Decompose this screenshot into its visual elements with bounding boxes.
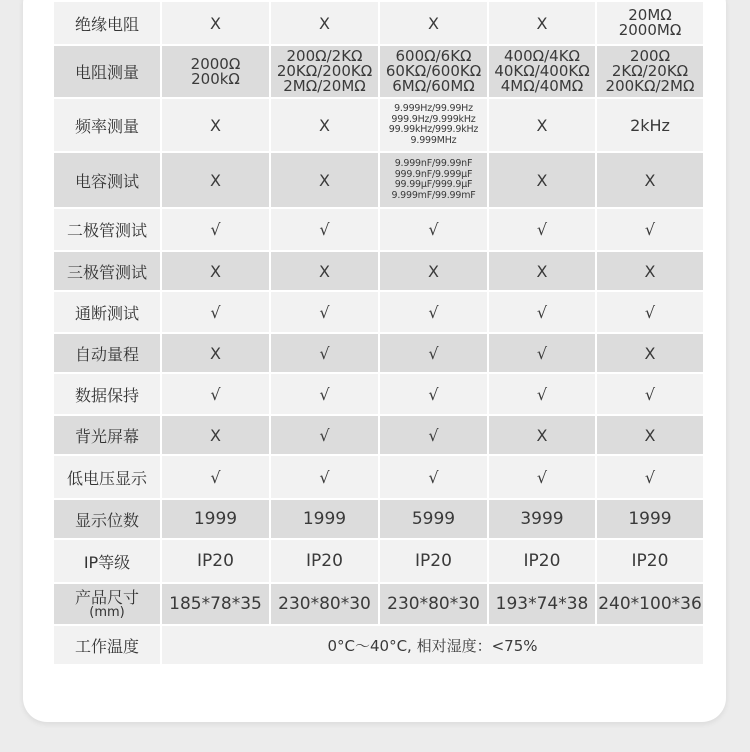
cell-text: √ — [210, 467, 221, 487]
table-cell — [161, 539, 270, 583]
cell-text: 230*80*30 — [387, 594, 480, 614]
table-row — [53, 208, 704, 251]
table-cell — [596, 291, 704, 333]
cell-text: √ — [319, 467, 330, 487]
table-cell — [596, 152, 704, 208]
table-cell — [488, 415, 596, 455]
table-row — [53, 333, 704, 373]
cell-text: √ — [644, 384, 656, 404]
table-row — [53, 1, 704, 45]
cell-text: 185*78*35 — [169, 594, 262, 614]
row-label-text: 电容测试 — [74, 171, 139, 191]
table-cell — [161, 208, 270, 251]
table-cell — [161, 583, 270, 625]
cell-text: √ — [536, 343, 548, 363]
table-cell — [379, 415, 488, 455]
row-label-text: 显示位数 — [74, 510, 139, 530]
footer-label: 工作温度 — [53, 625, 161, 665]
table-cell — [161, 251, 270, 291]
table-cell — [161, 415, 270, 455]
row-label-text: 低电压显示 — [66, 468, 147, 488]
cell-text: X — [644, 170, 656, 190]
table-cell — [488, 291, 596, 333]
cell-text: X — [319, 115, 330, 135]
row-label-text: 三极管测试 — [66, 262, 147, 282]
row-label — [53, 373, 161, 415]
table-cell — [270, 455, 379, 499]
footer-row — [53, 625, 704, 665]
cell-text: √ — [536, 384, 548, 404]
table-cell — [379, 251, 488, 291]
table-cell — [488, 455, 596, 499]
cell-text: IP20 — [631, 551, 669, 571]
cell-text: 1999 — [193, 509, 238, 529]
cell-text: 2000Ω — [190, 54, 241, 73]
cell-text: 99.99μF/999.9μF — [394, 179, 473, 190]
table-cell — [379, 539, 488, 583]
table-cell — [379, 208, 488, 251]
table-cell — [379, 583, 488, 625]
row-label — [53, 98, 161, 152]
cell-text: X — [536, 425, 548, 445]
row-label-text: 自动量程 — [74, 344, 139, 364]
table-cell — [596, 333, 704, 373]
table-cell — [379, 1, 488, 45]
cell-text: 9.999nF/99.99nF — [394, 158, 473, 169]
cell-text: √ — [319, 343, 330, 363]
cell-text: 99.99kHz/999.9kHz — [388, 124, 479, 135]
cell-text: 2000MΩ — [618, 21, 682, 39]
table-row — [53, 373, 704, 415]
table-cell — [270, 152, 379, 208]
cell-text: √ — [536, 302, 548, 322]
table-cell — [270, 373, 379, 415]
cell-text: 9.999MHz — [410, 134, 457, 146]
row-label — [53, 1, 161, 45]
cell-text: 193*74*38 — [495, 594, 589, 614]
cell-text: X — [210, 261, 221, 281]
table-cell — [161, 152, 270, 208]
cell-text: 1999 — [302, 509, 347, 529]
cell-text: 200Ω/2KΩ — [286, 47, 363, 65]
cell-text: √ — [210, 302, 221, 322]
table-cell — [488, 152, 596, 208]
table-cell — [488, 373, 596, 415]
table-cell — [161, 333, 270, 373]
row-label — [53, 291, 161, 333]
cell-text: X — [210, 115, 221, 135]
cell-text: IP20 — [415, 551, 452, 571]
table-cell — [161, 291, 270, 333]
table-cell — [488, 539, 596, 583]
table-cell — [161, 1, 270, 45]
cell-text: √ — [319, 384, 330, 404]
cell-text: √ — [428, 220, 439, 239]
cell-text: X — [536, 261, 548, 281]
table-row — [53, 45, 704, 98]
cell-text: √ — [644, 220, 656, 239]
row-label — [53, 333, 161, 373]
cell-text: X — [536, 13, 548, 33]
row-label-text: 绝缘电阻 — [74, 14, 139, 34]
cell-text: 2MΩ/20MΩ — [283, 77, 366, 95]
table-cell — [270, 583, 379, 625]
cell-text: 400Ω/4KΩ — [504, 47, 580, 65]
cell-text: 1999 — [628, 509, 672, 529]
cell-text: 200KΩ/2MΩ — [605, 77, 695, 95]
row-label — [53, 415, 161, 455]
footer-value: 0°C～40°C, 相对湿度：<75% — [161, 625, 704, 665]
table-cell — [488, 251, 596, 291]
cell-text: X — [644, 261, 656, 281]
table-cell — [270, 1, 379, 45]
table-row — [53, 291, 704, 333]
cell-text: 2KΩ/20KΩ — [611, 62, 689, 80]
table-cell — [379, 291, 488, 333]
table-cell — [270, 98, 379, 152]
row-label-text: IP等级 — [83, 552, 131, 572]
cell-text: 999.9Hz/9.999kHz — [391, 113, 476, 125]
cell-text: 999.9nF/9.999μF — [394, 168, 473, 180]
table-cell — [596, 539, 704, 583]
cell-text: 240*100*36 — [598, 594, 702, 614]
row-label — [53, 251, 161, 291]
table-cell — [488, 98, 596, 152]
table-cell — [596, 45, 704, 98]
row-label-unit: (mm) — [89, 604, 125, 620]
cell-text: √ — [319, 302, 330, 322]
table-cell — [161, 499, 270, 539]
cell-text: √ — [428, 384, 439, 404]
table-cell — [379, 45, 488, 98]
cell-text: √ — [428, 302, 439, 322]
table-row — [53, 251, 704, 291]
table-cell — [596, 98, 704, 152]
cell-text: 60KΩ/600KΩ — [385, 62, 482, 80]
cell-text: 3999 — [520, 509, 564, 529]
table-cell — [379, 333, 488, 373]
table-cell — [596, 251, 704, 291]
cell-text: IP20 — [523, 551, 561, 571]
cell-text: X — [428, 261, 439, 281]
table-cell — [596, 455, 704, 499]
table-cell — [379, 499, 488, 539]
table-cell — [270, 333, 379, 373]
table-cell — [270, 208, 379, 251]
cell-text: 20KΩ/200KΩ — [276, 62, 373, 80]
cell-text: 40KΩ/400KΩ — [494, 62, 590, 80]
table-cell — [270, 415, 379, 455]
cell-text: X — [210, 13, 221, 33]
table-row — [53, 499, 704, 539]
table-cell — [379, 98, 488, 152]
table-cell — [488, 1, 596, 45]
table-cell — [270, 251, 379, 291]
cell-text: 4MΩ/40MΩ — [500, 77, 584, 95]
table-cell — [488, 45, 596, 98]
table-row — [53, 455, 704, 499]
cell-text: X — [428, 13, 439, 33]
table-row — [53, 539, 704, 583]
cell-text: √ — [428, 425, 439, 445]
cell-text: 5999 — [411, 509, 456, 529]
table-cell — [161, 45, 270, 98]
table-cell — [161, 373, 270, 415]
table-cell — [596, 208, 704, 251]
cell-text: X — [644, 425, 656, 445]
cell-text: 200Ω — [629, 47, 671, 65]
cell-text: √ — [319, 425, 330, 445]
cell-text: √ — [319, 220, 330, 239]
row-label-text: 数据保持 — [74, 385, 139, 405]
table-cell — [488, 208, 596, 251]
row-label — [53, 499, 161, 539]
cell-text: √ — [536, 467, 548, 487]
cell-text: 20MΩ — [628, 6, 672, 24]
cell-text: √ — [644, 302, 656, 322]
row-label-text: 背光屏幕 — [74, 426, 139, 446]
table-row — [53, 98, 704, 152]
cell-text: 230*80*30 — [278, 594, 371, 614]
cell-text: X — [319, 261, 330, 281]
cell-text: IP20 — [197, 551, 234, 571]
row-label — [53, 45, 161, 98]
table-cell — [379, 152, 488, 208]
table-cell — [270, 291, 379, 333]
cell-text: √ — [210, 220, 221, 239]
table-cell — [270, 45, 379, 98]
table-cell — [379, 455, 488, 499]
row-label-text: 频率测量 — [74, 116, 139, 136]
row-label — [53, 152, 161, 208]
cell-text: X — [644, 343, 656, 363]
cell-text: √ — [210, 384, 221, 404]
table-cell — [270, 539, 379, 583]
table-cell — [596, 499, 704, 539]
cell-text: X — [536, 115, 548, 135]
row-label-text: 电阻测量 — [74, 63, 139, 82]
cell-text: 600Ω/6KΩ — [395, 47, 472, 65]
row-label-text: 产品尺寸 — [74, 587, 139, 607]
cell-text: IP20 — [306, 551, 343, 571]
cell-text: X — [319, 13, 330, 33]
row-label-text: 通断测试 — [74, 303, 139, 323]
table-cell — [161, 98, 270, 152]
table-cell — [596, 373, 704, 415]
spec-table — [52, 0, 705, 666]
table-cell — [596, 583, 704, 625]
table-cell — [488, 333, 596, 373]
cell-text: 9.999Hz/99.99Hz — [394, 103, 473, 114]
cell-text: 9.999mF/99.99mF — [391, 189, 476, 201]
cell-text: 2kHz — [630, 115, 670, 135]
table-row — [53, 415, 704, 455]
cell-text: √ — [536, 220, 548, 239]
row-label — [53, 539, 161, 583]
row-label-text: 二极管测试 — [66, 221, 147, 240]
table-row — [53, 152, 704, 208]
cell-text: X — [210, 343, 221, 363]
table-cell — [379, 373, 488, 415]
cell-text: √ — [428, 467, 439, 487]
table-cell — [161, 455, 270, 499]
cell-text: X — [319, 170, 330, 190]
cell-text: X — [210, 170, 221, 190]
table-cell — [488, 583, 596, 625]
cell-text: √ — [428, 343, 439, 363]
table-row — [53, 583, 704, 625]
table-cell — [270, 499, 379, 539]
cell-text: 200kΩ — [191, 69, 240, 88]
table-cell — [596, 1, 704, 45]
cell-text: X — [210, 425, 221, 445]
cell-text: 6MΩ/60MΩ — [392, 77, 475, 95]
row-label — [53, 455, 161, 499]
table-cell — [596, 415, 704, 455]
cell-text: √ — [644, 467, 656, 487]
table-cell — [488, 499, 596, 539]
row-label — [53, 583, 161, 625]
cell-text: X — [536, 170, 548, 190]
row-label — [53, 208, 161, 251]
